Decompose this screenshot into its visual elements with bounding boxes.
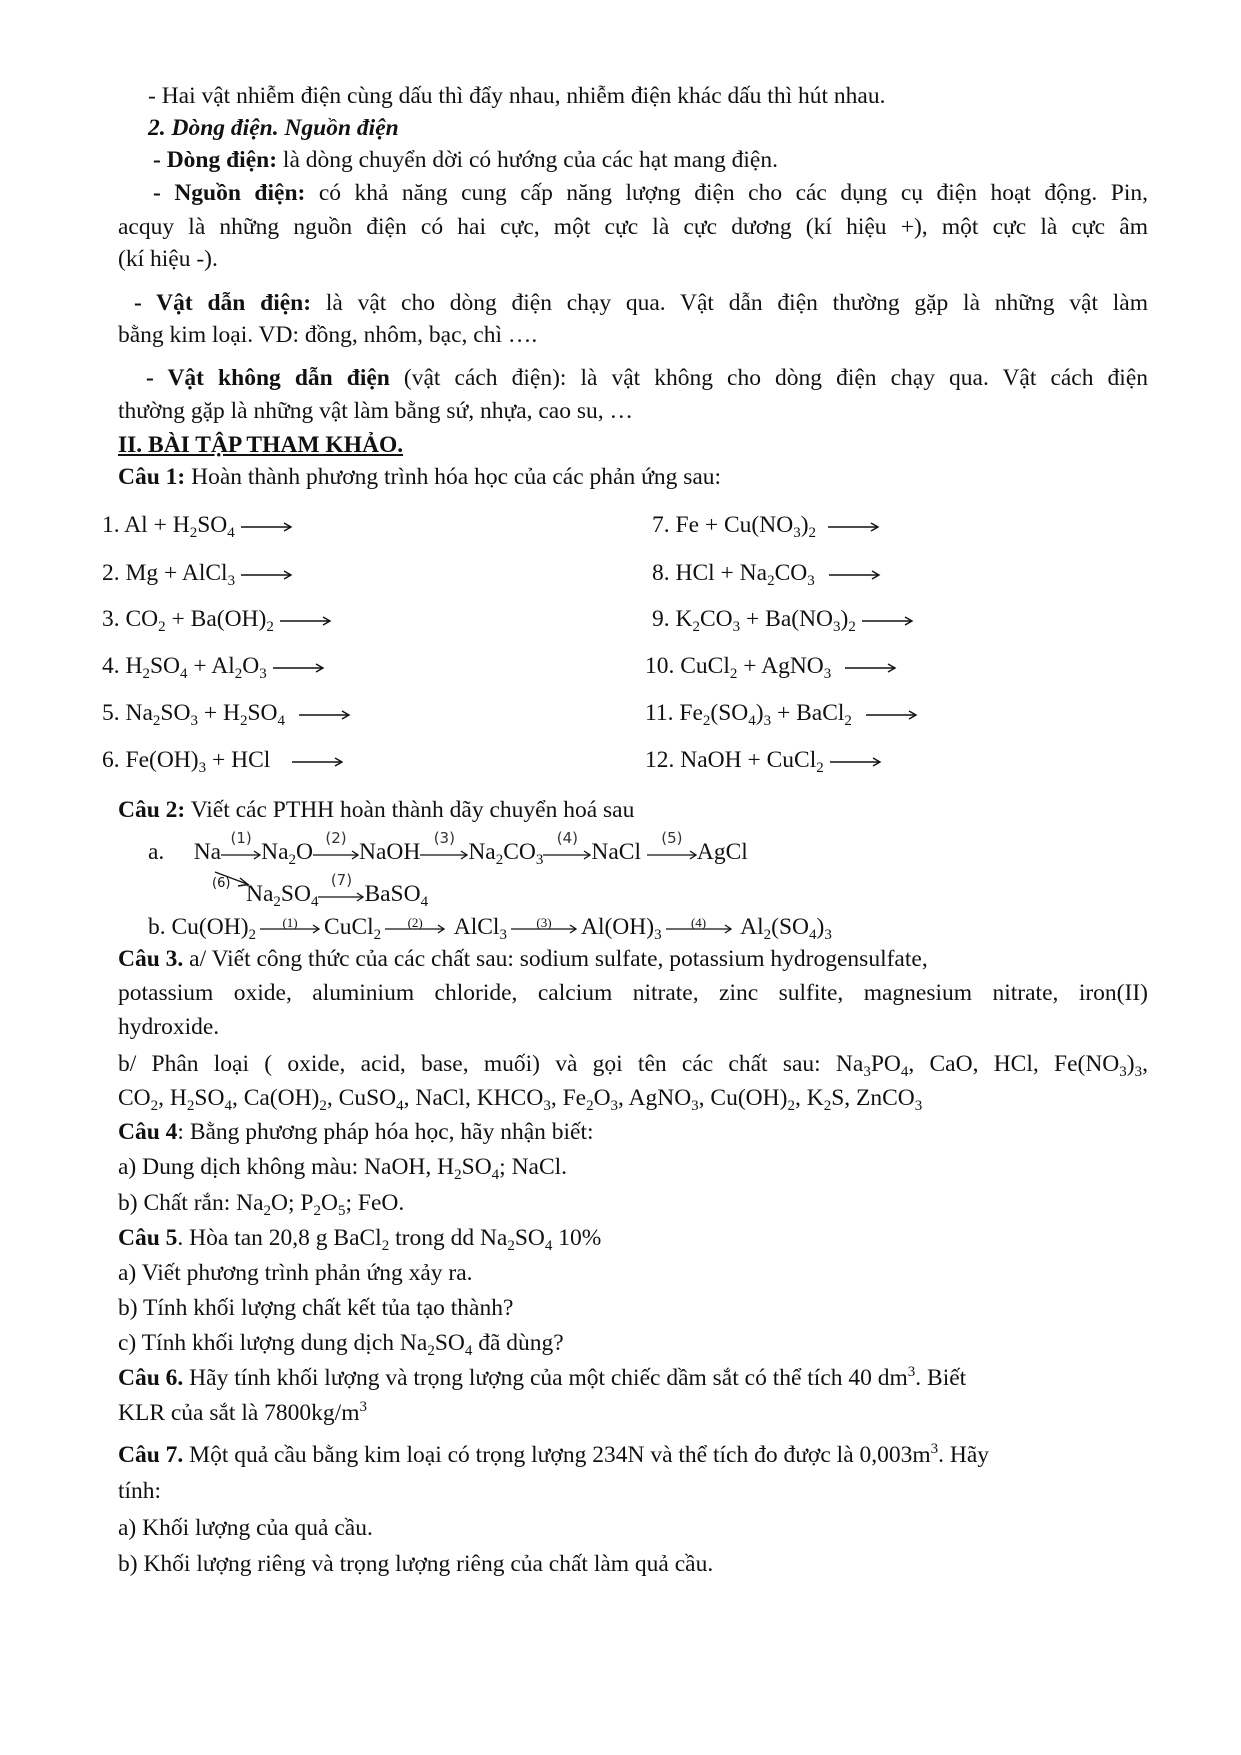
- term-label: - Dòng điện:: [153, 147, 278, 173]
- conversion-chain-a: a. Na (1) $Na_2O$ (2) NaOH (3) $Na_2CO_3$ (4) NaCl (5) AgCl: [148, 837, 748, 867]
- definition-source: [153, 178, 1148, 208]
- question-text: Viết các PTHH hoàn thành dãy chuyển hoá sau: [185, 797, 635, 823]
- definition-current: [153, 145, 1183, 175]
- subsection-heading: 2. Dòng điện. Nguồn điện: [148, 115, 399, 141]
- question-text: . Hãy: [938, 1442, 990, 1468]
- equation-6: 6. $Fe(OH)_3$ + HCl: [102, 745, 344, 775]
- reaction-arrow-b1: [260, 912, 320, 942]
- reaction-arrow-2: [313, 829, 359, 867]
- equation-8: 8. HCl + $Na_2CO_3$: [652, 558, 881, 588]
- question-3: [118, 944, 1148, 974]
- definition-insulator: [146, 363, 1148, 393]
- term-text: có khả năng cung cấp năng lượng điện cho các dụng cụ điện hoạt động. Pin,: [305, 180, 1148, 206]
- equation-10: 10. CuCl$_2$ + AgNO$_3$: [645, 651, 897, 681]
- arrow-icon: [862, 615, 914, 627]
- arrow-icon: [241, 521, 293, 533]
- arrow-icon: [280, 615, 332, 627]
- step-label: (7): [330, 871, 353, 889]
- question-text: . Hòa tan 20,8 g BaCl: [177, 1225, 382, 1251]
- term-text: là dòng chuyển dời có hướng của các hạt mang điện.: [277, 147, 778, 173]
- formula-list: $CO_2$, $H_2SO_4$, $Ca(OH)_2$, CuSO$_4$, NaCl, $KHCO_3$, $Fe_2O_3$, AgNO$_3$, $Cu(OH)_2$, $K_2S$, ZnCO$_3$: [118, 1085, 923, 1114]
- reaction-arrow-3: [420, 829, 468, 867]
- question-6: Câu 6. Hãy tính khối lượng và trọng lượng của một chiếc dầm sắt có thể tích 40 $dm^3$. Biết: [118, 1364, 967, 1391]
- reaction-arrow-4: [543, 829, 591, 867]
- question-6-line2: KLR của sắt là $7800kg/m^3$: [118, 1399, 367, 1426]
- eq-text: 5. Na: [102, 700, 153, 726]
- question-1: [118, 462, 1148, 492]
- question-label: Câu 5: [118, 1225, 178, 1251]
- eq-text: 1. Al + H: [102, 512, 190, 538]
- section-title: II. BÀI TẬP THAM KHẢO.: [118, 432, 404, 458]
- arrow-icon: [241, 569, 293, 581]
- arrow-icon: [273, 662, 325, 674]
- conversion-chain-a-branch: $Na_2SO_4$ (7) BaSO$_4$: [246, 879, 428, 909]
- eq-text: 10. CuCl: [645, 653, 730, 679]
- question-7-line2: tính:: [118, 1478, 162, 1504]
- eq-text: 3. CO: [102, 606, 159, 632]
- step-label-6: (6): [212, 876, 231, 891]
- equation-1: 1. $Al + H_2SO_4$: [102, 510, 293, 540]
- arrow-icon: [845, 662, 897, 674]
- eq-text: 4. H: [102, 653, 143, 679]
- step-label: (5): [661, 829, 683, 847]
- question-text: Hãy tính khối lượng và trọng lượng của một chiếc dầm sắt có thể tích 40 dm: [183, 1365, 908, 1391]
- question-text: b) Chất rắn: Na: [118, 1190, 264, 1216]
- eq-text: 9. K: [652, 606, 693, 632]
- question-text: b/ Phân loại ( oxide, acid, base, muối) và gọi tên các chất sau: Na: [118, 1051, 864, 1077]
- question-label: Câu 4: [118, 1119, 178, 1145]
- equation-9: 9. $K_2CO_3 + Ba(NO_3)_2$: [652, 604, 914, 634]
- question-5a: a) Viết phương trình phản ứng xảy ra.: [118, 1260, 473, 1286]
- reaction-arrow-7: [318, 871, 364, 909]
- text-line: acquy là những nguồn điện có hai cực, một cực là cực dương (kí hiệu +), một cực là cực âm: [118, 214, 1148, 240]
- question-text: Một quả cầu bằng kim loại có trọng lượng 234N và thể tích đo được là 0,003m: [183, 1442, 931, 1468]
- eq-text: 12. NaOH + CuCl: [645, 747, 817, 773]
- step-label: (2): [325, 829, 347, 847]
- arrow-icon: [292, 756, 344, 768]
- item-label: a.: [148, 839, 165, 865]
- question-label: Câu 3.: [118, 946, 184, 972]
- text-line: potassium oxide, aluminium chloride, calcium nitrate, zinc sulfite, magnesium nitrate, iron(II): [118, 980, 1148, 1006]
- question-label: Câu 6.: [118, 1365, 184, 1391]
- question-4: [118, 1117, 1148, 1147]
- theory-line: - Hai vật nhiễm điện cùng dấu thì đẩy nhau, nhiễm điện khác dấu thì hút nhau.: [148, 83, 886, 109]
- text-line: (kí hiệu -).: [118, 246, 218, 272]
- question-text: KLR của sắt là 7800kg/m: [118, 1400, 360, 1426]
- question-text: Hoàn thành phương trình hóa học của các phản ứng sau:: [185, 464, 722, 490]
- equation-7: 7. $Fe + Cu(NO_3)_2$: [652, 510, 880, 540]
- question-text: a/ Viết công thức của các chất sau: sodium sulfate, potassium hydrogensulfate,: [183, 946, 928, 972]
- arrow-icon: [830, 756, 882, 768]
- equation-4: 4. $H_2SO_4 + Al_2O_3$: [102, 651, 325, 681]
- step-label: (3): [433, 829, 455, 847]
- question-5c: c) Tính khối lượng dung dịch $Na_2SO_4$ đã dùng?: [118, 1330, 564, 1359]
- question-7: Câu 7. Một quả cầu bằng kim loại có trọng lượng 234N và thể tích đo được là $0,003m^3$. Hãy: [118, 1441, 990, 1468]
- reaction-arrow-1: [221, 829, 261, 867]
- step-label: (1): [282, 915, 298, 930]
- definition-conductor: [134, 288, 1148, 318]
- question-text: a) Dung dịch không màu: NaOH, H: [118, 1154, 455, 1180]
- question-3b: b/ Phân loại ( oxide, acid, base, muối) và gọi tên các chất sau: $Na_3PO_4$, CaO, HCl, $Fe(NO_3)_3$,: [118, 1051, 1148, 1080]
- text-line: bằng kim loại. VD: đồng, nhôm, bạc, chì ….: [118, 322, 538, 348]
- eq-text: 8. HCl + Na: [652, 560, 768, 586]
- step-label: (1): [230, 829, 252, 847]
- question-5: Câu 5. Hòa tan 20,8 g BaCl$_2$ trong dd $Na_2SO_4$ 10%: [118, 1225, 602, 1254]
- question-4a: a) Dung dịch không màu: NaOH, $H_2SO_4$; NaCl.: [118, 1154, 568, 1183]
- arrow-icon: [829, 569, 881, 581]
- step-label: (2): [407, 915, 423, 930]
- arrow-icon: [866, 709, 918, 721]
- item-label: b.: [148, 914, 166, 940]
- eq-text: 2. Mg + AlCl: [102, 560, 228, 586]
- question-7b: b) Khối lượng riêng và trọng lượng riêng của chất làm quả cầu.: [118, 1551, 714, 1577]
- arrow-icon: [299, 709, 351, 721]
- step-label: (3): [536, 915, 552, 930]
- term-text: (vật cách điện): là vật không cho dòng điện chạy qua. Vật cách điện: [389, 365, 1149, 391]
- reaction-arrow-5: [647, 829, 697, 867]
- question-5b: b) Tính khối lượng chất kết tủa tạo thành?: [118, 1295, 514, 1321]
- question-2: [118, 795, 1148, 825]
- step-label: (4): [556, 829, 579, 847]
- equation-12: 12. NaOH + CuCl$_2$: [645, 745, 882, 775]
- text-line: thường gặp là những vật làm bằng sứ, nhựa, cao su, …: [118, 398, 634, 424]
- term-text: là vật cho dòng điện chạy qua. Vật dẫn điện thường gặp là những vật làm: [311, 290, 1149, 316]
- term-label: - Vật không dẫn điện: [146, 365, 390, 391]
- equation-5: 5. $Na_2SO_3 + H_2SO_4$: [102, 698, 351, 728]
- reaction-arrow-b4: [666, 912, 732, 942]
- equation-11: 11. $Fe_2(SO_4)_3$ + BaCl$_2$: [645, 698, 918, 728]
- question-label: Câu 2:: [118, 797, 186, 823]
- text-line: hydroxide.: [118, 1014, 220, 1040]
- equation-3: 3. $CO_2 + Ba(OH)_2$: [102, 604, 332, 634]
- question-7a: a) Khối lượng của quả cầu.: [118, 1515, 373, 1541]
- question-text: c) Tính khối lượng dung dịch Na: [118, 1330, 428, 1356]
- question-text: : Bằng phương pháp hóa học, hãy nhận biết:: [177, 1119, 594, 1145]
- step-label: (4): [690, 915, 707, 930]
- eq-text: 11. Fe: [645, 700, 703, 726]
- eq-text: 6. Fe(OH): [102, 747, 199, 773]
- conversion-chain-b: b. $Cu(OH)_2$ (1) CuCl$_2$ (2) AlCl$_3$ (3) $Al(OH)_3$ (4) $Al_2(SO_4)_3$: [148, 912, 832, 942]
- reaction-arrow-b2: [385, 912, 445, 942]
- question-4b: b) Chất rắn: $Na_2O$; $P_2O_5$; FeO.: [118, 1190, 405, 1219]
- question-label: Câu 7.: [118, 1442, 184, 1468]
- question-text: . Biết: [915, 1365, 967, 1391]
- term-label: - Nguồn điện:: [153, 180, 306, 206]
- term-label: - Vật dẫn điện:: [134, 290, 312, 316]
- equation-2: 2. Mg + AlCl$_3$: [102, 558, 293, 588]
- reaction-arrow-b3: [511, 912, 577, 942]
- arrow-icon: [828, 521, 880, 533]
- question-label: Câu 1:: [118, 464, 186, 490]
- eq-text: 7. Fe + Cu(NO: [652, 512, 794, 538]
